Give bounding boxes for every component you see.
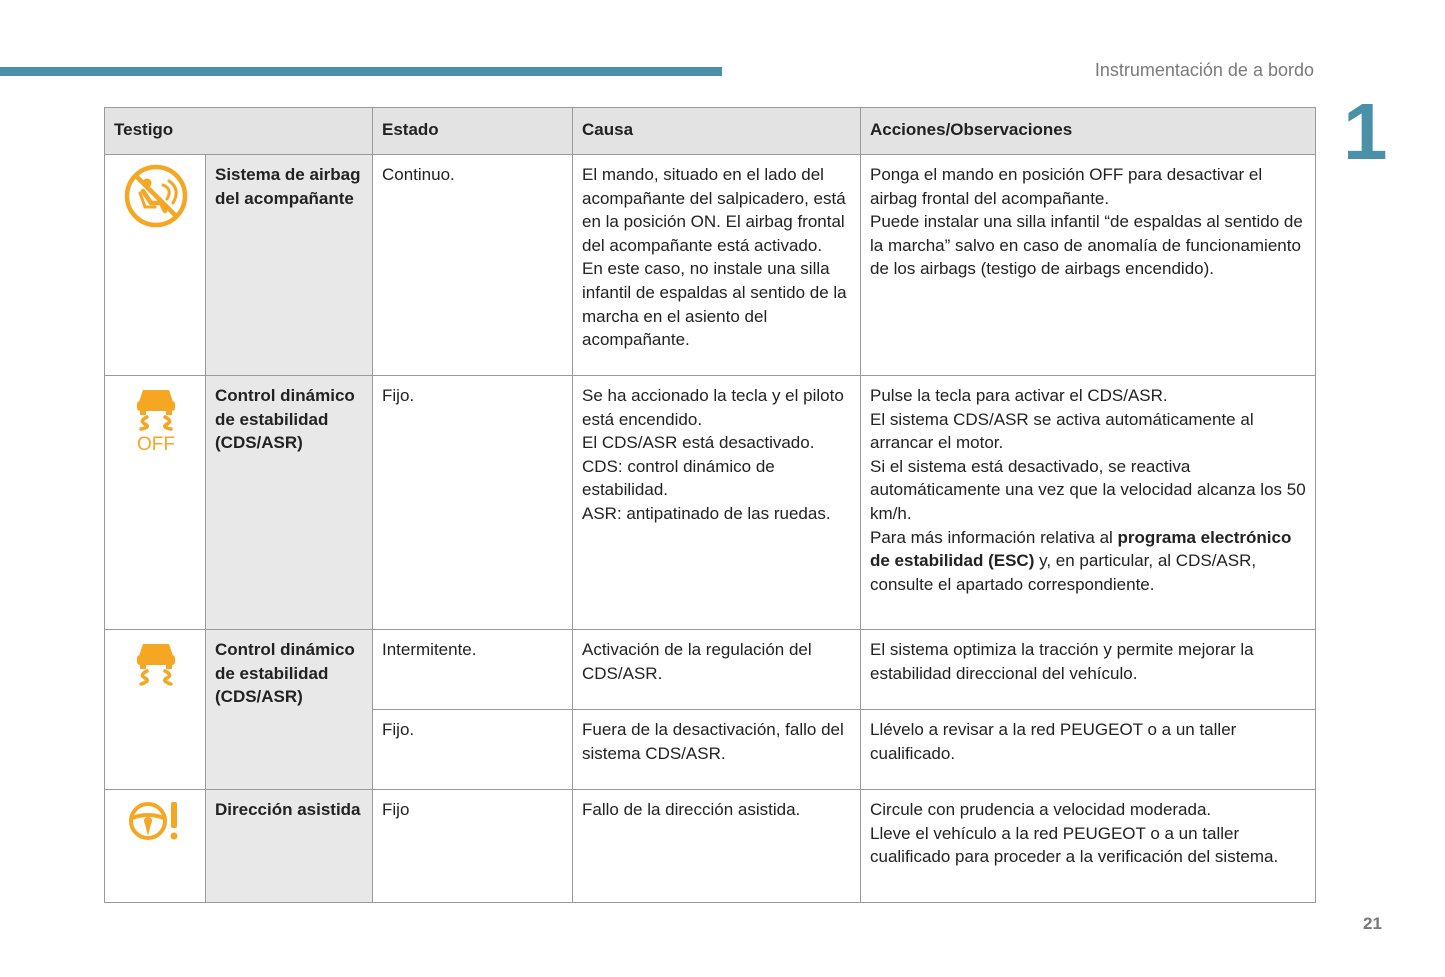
acciones-cell [861, 155, 1316, 376]
causa-cell: Fuera de la desactivación, fallo del sistema CDS/ASR. [573, 710, 861, 790]
causa-line: El CDS/ASR está desactivado. [582, 433, 815, 453]
acciones-line: Si el sistema está desactivado, se reactiva automáticamente una vez que la velocidad alcanza los 50 km/h. [870, 456, 1306, 523]
icon-cell [105, 790, 206, 903]
acciones-prefix: Para más información relativa al [870, 527, 1118, 547]
causa-line: CDS: control dinámico de estabilidad. [582, 456, 775, 500]
causa-line: ASR: antipatinado de las ruedas. [582, 503, 831, 523]
icon-cell [105, 376, 206, 630]
table-row [105, 790, 1316, 903]
off-label: OFF [136, 434, 175, 454]
acciones-line: Lleve el vehículo a la red PEUGEOT o a un taller cualificado para proceder a la verificación del sistema. [870, 823, 1279, 867]
table-header-row [105, 108, 1316, 155]
acciones-cell: Llévelo a revisar a la red PEUGEOT o a un taller cualificado. [861, 710, 1316, 790]
acciones-line: Ponga el mando en posición OFF para desactivar el airbag frontal del acompañante. [870, 165, 1263, 208]
airbag-off-icon [114, 163, 197, 229]
causa-cell: Activación de la regulación del CDS/ASR. [573, 630, 861, 710]
column-header-estado: Estado [373, 108, 573, 155]
power-steering-warning-icon [114, 798, 197, 844]
table-row [105, 376, 1316, 630]
estado-cell: Fijo. [373, 710, 573, 790]
section-title: Instrumentación de a bordo [1094, 60, 1314, 80]
esc-reference: programa electrónico de estabilidad (ESC) [870, 527, 1292, 571]
causa-cell [573, 376, 861, 630]
estado-cell: Fijo. [373, 376, 573, 630]
icon-cell [105, 155, 206, 376]
estado-cell: Fijo [373, 790, 573, 903]
page-number: 21 [1363, 914, 1382, 933]
column-header-testigo: Testigo [105, 108, 373, 155]
acciones-cell [861, 376, 1316, 630]
stability-control-icon [114, 638, 197, 692]
acciones-line: El sistema CDS/ASR se activa automáticamente al arrancar el motor. [870, 409, 1254, 453]
icon-cell [105, 630, 206, 790]
causa-cell: Fallo de la dirección asistida. [573, 790, 861, 903]
acciones-cell [861, 790, 1316, 903]
warning-lights-table [104, 107, 1316, 903]
warning-name: Control dinámico de estabilidad (CDS/ASR) [206, 376, 373, 630]
causa-cell [573, 155, 861, 376]
chapter-number: 1 [1343, 87, 1388, 176]
stability-control-off-icon [114, 384, 197, 454]
acciones-line [870, 526, 1307, 597]
column-header-causa: Causa [573, 108, 861, 155]
causa-line: Se ha accionado la tecla y el piloto está encendido. [582, 386, 844, 429]
acciones-line: Pulse la tecla para activar el CDS/ASR. [870, 386, 1168, 405]
warning-name: Control dinámico de estabilidad (CDS/ASR) [206, 630, 373, 790]
acciones-suffix: y, en particular, al CDS/ASR, consulte el apartado correspondiente. [870, 551, 1257, 594]
estado-cell: Continuo. [373, 155, 573, 376]
acciones-line: Puede instalar una silla infantil “de espaldas al sentido de la marcha” salvo en caso de anomalía de funcionamiento de los airbags (testigo de airbags encendido). [870, 212, 1303, 279]
table-row [105, 155, 1316, 376]
causa-line: El mando, situado en el lado del acompañante del salpicadero, está en la posición ON. El airbag frontal del acompañante está activado. [582, 165, 846, 255]
estado-cell: Intermitente. [373, 630, 573, 710]
acciones-cell: El sistema optimiza la tracción y permite mejorar la estabilidad direccional del vehículo. [861, 630, 1316, 710]
warning-name: Sistema de airbag del acompañante [206, 155, 373, 376]
warning-name: Dirección asistida [206, 790, 373, 903]
causa-line: En este caso, no instale una silla infantil de espaldas al sentido de la marcha en el asiento del acompañante. [582, 259, 847, 350]
acciones-line: Circule con prudencia a velocidad moderada. [870, 800, 1212, 819]
header-accent-bar [0, 67, 722, 76]
table-row [105, 630, 1316, 710]
column-header-acciones: Acciones/Observaciones [861, 108, 1316, 155]
